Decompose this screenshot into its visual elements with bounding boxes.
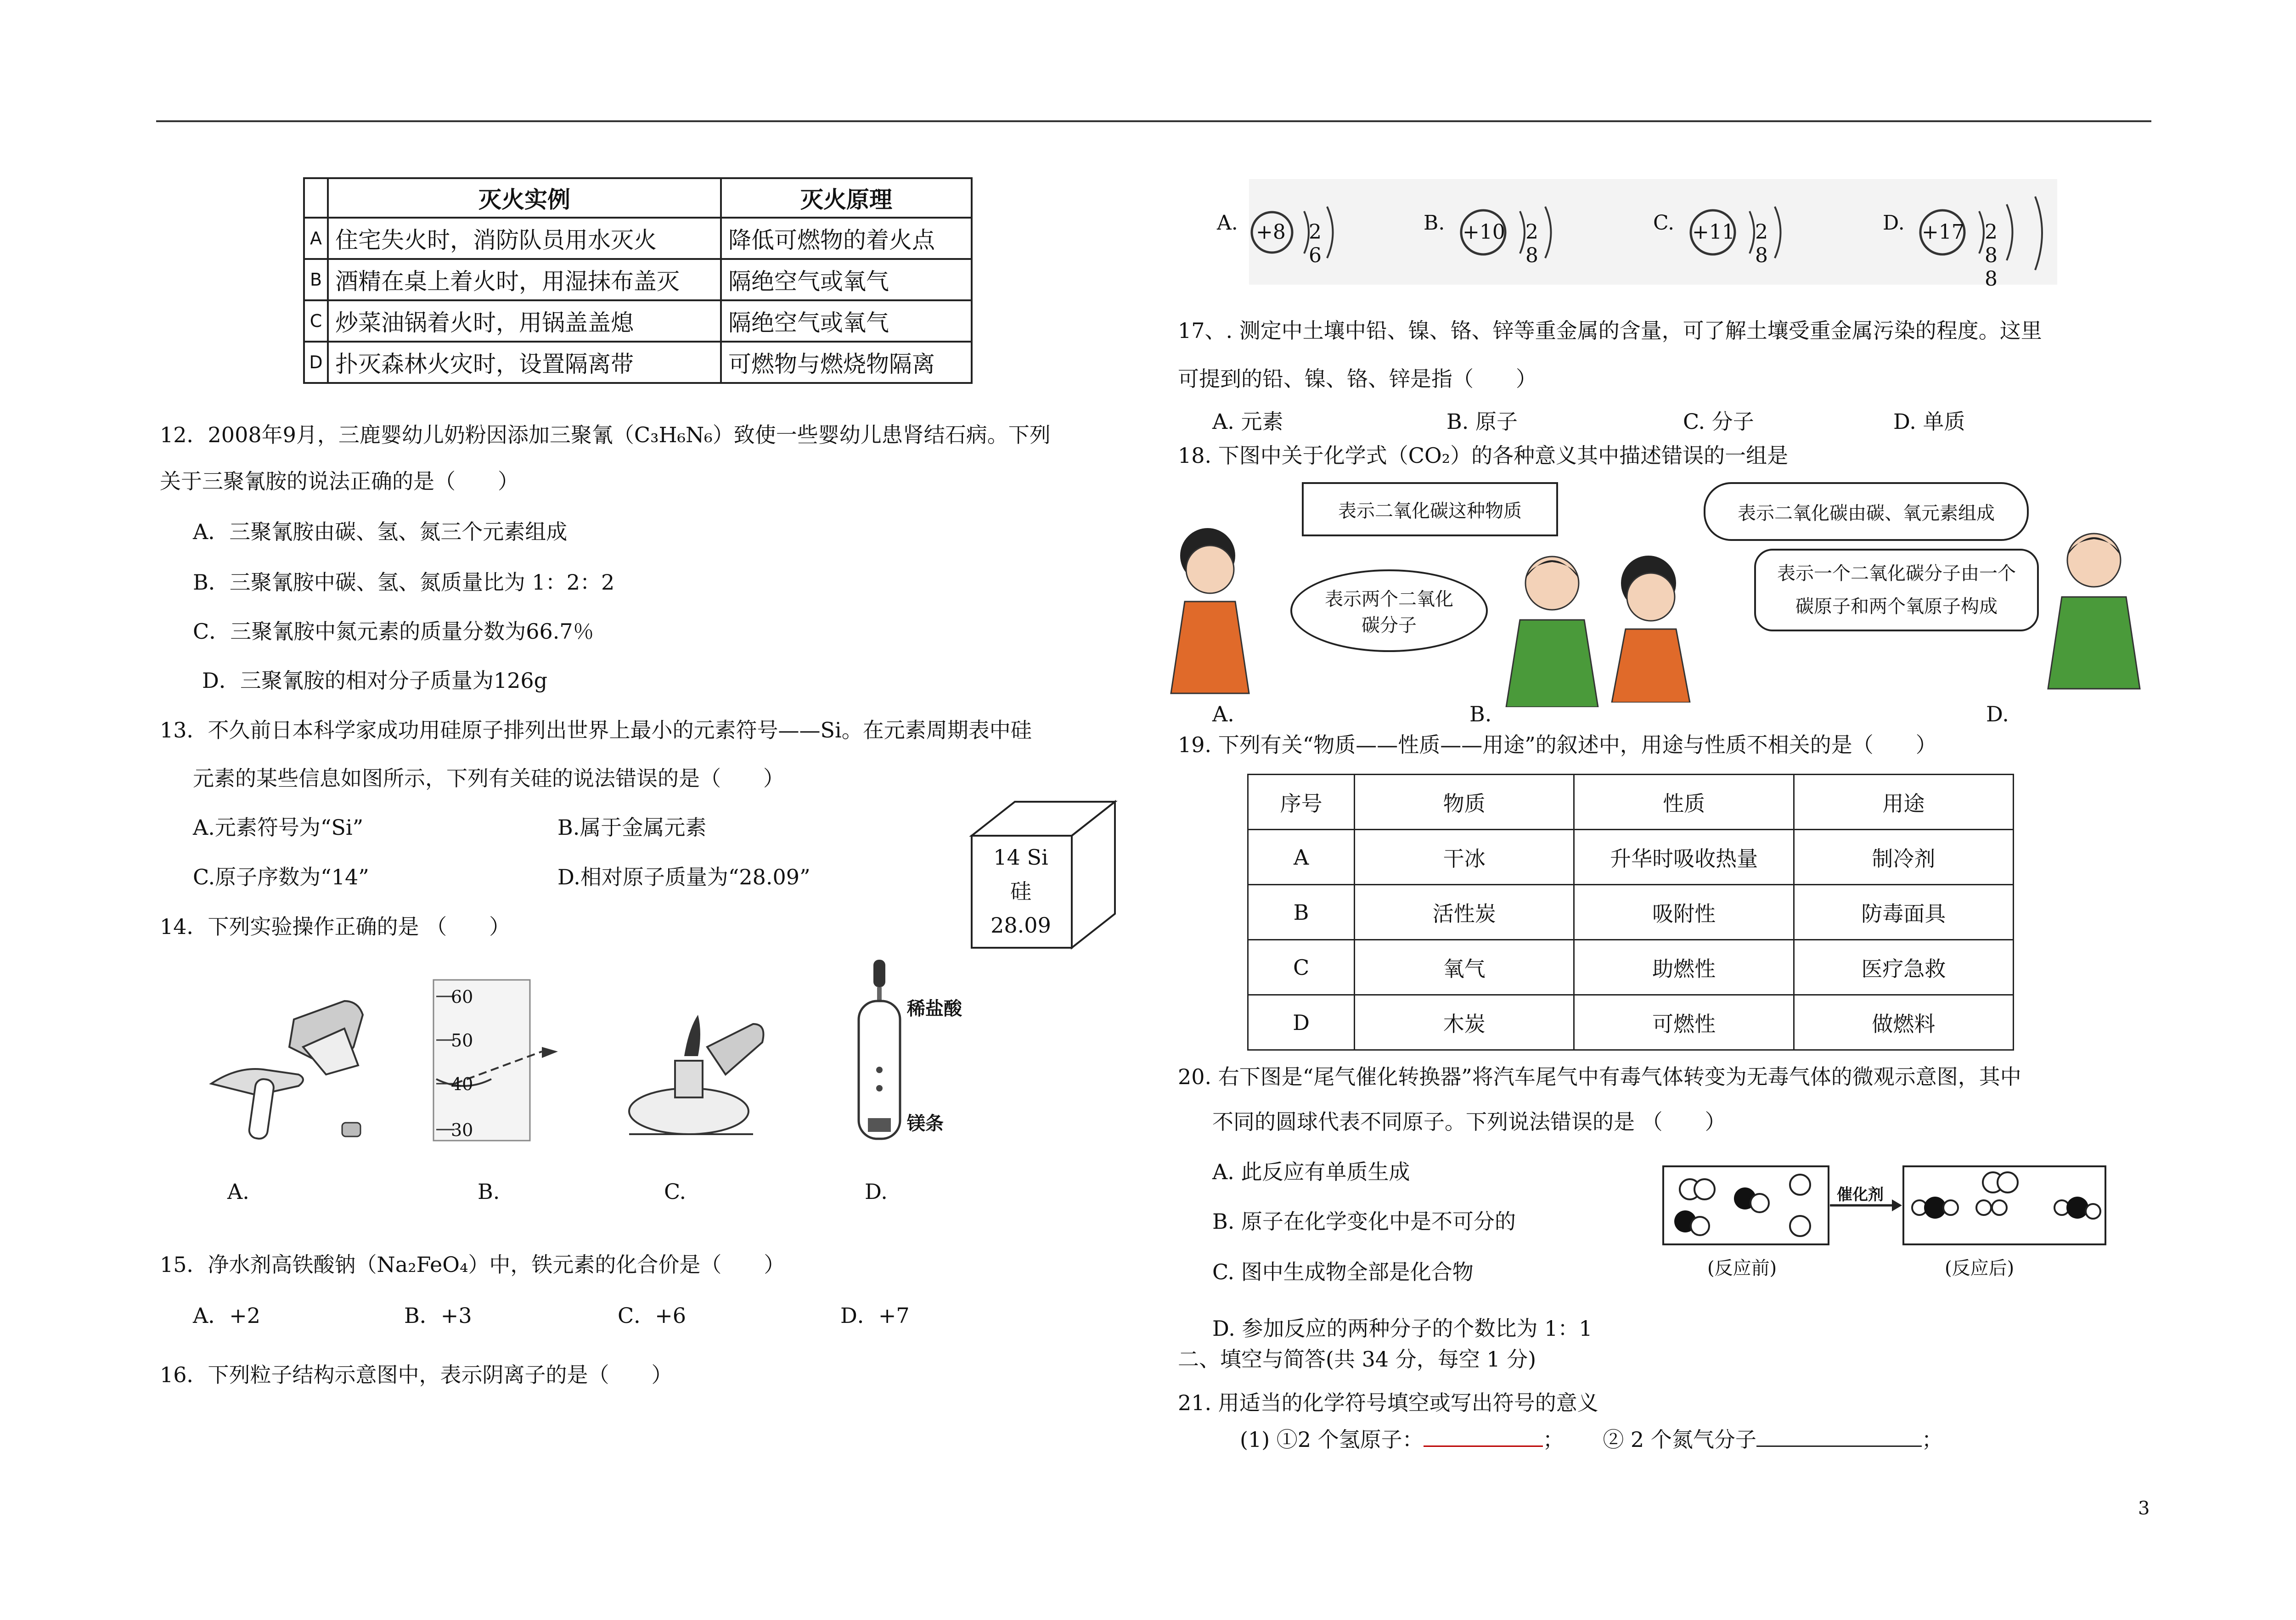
table-row: A 住宅失火时，消防队员用水灭火 降低可燃物的着火点 xyxy=(304,218,972,259)
header-rule xyxy=(156,120,2151,122)
q15-option-d: D．+7 xyxy=(840,1303,910,1328)
q12-line2: 关于三聚氰胺的说法正确的是（ ） xyxy=(160,469,519,494)
girl-figure-left xyxy=(1157,519,1258,703)
silicon-mass: 28.09 xyxy=(990,913,1051,938)
q12-option-c: C．三聚氰胺中氮元素的质量分数为66.7％ xyxy=(193,619,594,644)
q13-option-a: A.元素符号为“Si” xyxy=(193,815,364,840)
test-tube-image xyxy=(850,960,914,1143)
q13-option-d: D.相对原子质量为“28.09” xyxy=(557,865,810,889)
table-row: C 炒菜油锅着火时，用锅盖盖熄 隔绝空气或氧气 xyxy=(304,300,972,342)
bubble-b: 表示两个二氧化碳分子 xyxy=(1290,569,1488,652)
q17-option-d: D. 单质 xyxy=(1893,409,1965,434)
q13-line1: 13．不久前日本科学家成功用硅原子排列出世界上最小的元素符号——Si。在元素周期表中硅 xyxy=(160,718,1032,742)
q20-option-d: D. 参加反应的两种分子的个数比为 1：1 xyxy=(1212,1316,1593,1341)
answer-blank-1[interactable] xyxy=(1424,1446,1543,1447)
boy-figure-left xyxy=(1502,551,1603,707)
q20-line1: 20. 右下图是“尾气催化转换器”将汽车尾气中有毒气体转变为无毒气体的微观示意图，其中 xyxy=(1178,1064,2021,1089)
q15-option-b: B．+3 xyxy=(404,1303,472,1328)
q19-line: 19. 下列有关“物质——性质——用途”的叙述中，用途与性质不相关的是（ ） xyxy=(1178,732,1937,757)
q15-line: 15．净水剂高铁酸钠（Na₂FeO₄）中，铁元素的化合价是（ ） xyxy=(160,1252,785,1277)
acid-label: 稀盐酸 xyxy=(907,998,962,1019)
cyl-tick-40: 40 xyxy=(451,1074,473,1094)
q18-line: 18. 下图中关于化学式（CO₂）的各种意义其中描述错误的一组是 xyxy=(1178,443,1789,468)
bubble-d: 表示一个二氧化碳分子由一个碳原子和两个氧原子构成 xyxy=(1754,549,2039,631)
q12-option-a: A．三聚氰胺由碳、氢、氮三个元素组成 xyxy=(193,519,568,544)
q17-line2: 可提到的铅、镍、铬、锌是指（ ） xyxy=(1178,366,1537,391)
q21-line: 21. 用适当的化学符号填空或写出符号的意义 xyxy=(1178,1390,1598,1415)
property-use-table: 序号 物质 性质 用途 A 干冰 升华时吸收热量 制冷剂 B 活性炭 吸附性 防毒面具 C 氧气 助燃性 医疗急救 D 木炭 可燃性 做燃料 xyxy=(1247,774,2014,1051)
table-row: D 扑灭森林火灾时，设置隔离带 可燃物与燃烧物隔离 xyxy=(304,342,972,383)
table-row: B 酒精在桌上着火时，用湿抹布盖灭 隔绝空气或氧气 xyxy=(304,259,972,300)
bubble-c: 表示二氧化碳由碳、氧元素组成 xyxy=(1704,482,2029,541)
q14-label-c: C. xyxy=(664,1179,687,1204)
q18-label-a: A. xyxy=(1212,702,1234,726)
q14-label-a: A. xyxy=(227,1179,249,1204)
q20-line2: 不同的圆球代表不同原子。下列说法错误的是 （ ） xyxy=(1212,1109,1726,1134)
q16-line: 16．下列粒子结构示意图中，表示阴离子的是（ ） xyxy=(160,1362,673,1387)
q15-option-a: A．+2 xyxy=(193,1303,261,1328)
catalyst-label: 催化剂 xyxy=(1837,1186,1884,1204)
q15-option-c: C．+6 xyxy=(618,1303,687,1328)
answer-blank-2[interactable] xyxy=(1756,1446,1922,1447)
q12-option-d: D．三聚氰胺的相对分子质量为126g xyxy=(202,668,548,693)
q20-option-c: C. 图中生成物全部是化合物 xyxy=(1212,1260,1474,1284)
after-label: (反应后) xyxy=(1945,1258,2015,1279)
section-2-heading: 二、填空与简答(共 34 分，每空 1 分) xyxy=(1178,1347,1536,1372)
q17-line1: 17、. 测定中土壤中铅、镍、铬、锌等重金属的含量，可了解土壤受重金属污染的程度。这里 xyxy=(1178,318,2042,343)
q18-label-b: B. xyxy=(1469,702,1492,726)
q13-line2: 元素的某些信息如图所示，下列有关硅的说法错误的是（ ） xyxy=(193,766,784,791)
table-row: D 木炭 可燃性 做燃料 xyxy=(1248,995,2014,1050)
q20-option-a: A. 此反应有单质生成 xyxy=(1212,1159,1410,1184)
fire-header-example: 灭火实例 xyxy=(328,178,721,218)
table-row: C 氧气 助燃性 医疗急救 xyxy=(1248,940,2014,995)
q20-option-b: B. 原子在化学变化中是不可分的 xyxy=(1212,1209,1516,1234)
q17-option-b: B. 原子 xyxy=(1446,409,1518,434)
pouring-liquid-image xyxy=(202,992,377,1143)
q14-label-b: B. xyxy=(478,1179,500,1204)
alcohol-lamp-image xyxy=(620,987,771,1143)
silicon-symbol: 14 Si xyxy=(993,845,1048,870)
q17-option-c: C. 分子 xyxy=(1683,409,1754,434)
q13-option-c: C.原子序数为“14” xyxy=(193,865,369,889)
table-row: B 活性炭 吸附性 防毒面具 xyxy=(1248,885,2014,940)
bubble-a: 表示二氧化碳这种物质 xyxy=(1302,482,1558,536)
fire-table xyxy=(303,177,973,384)
cyl-tick-50: 50 xyxy=(451,1030,473,1051)
before-label: (反应前) xyxy=(1707,1258,1777,1279)
silicon-cube-text xyxy=(973,840,1069,942)
q14-line: 14．下列实验操作正确的是 （ ） xyxy=(160,914,511,939)
cyl-tick-30: 30 xyxy=(451,1120,473,1140)
fire-header-principle: 灭火原理 xyxy=(721,178,972,218)
graduated-cylinder-image xyxy=(427,978,579,1148)
q14-label-d: D. xyxy=(865,1179,888,1204)
q12-option-b: B．三聚氰胺中碳、氢、氮质量比为 1：2：2 xyxy=(193,570,615,595)
table-row: A 干冰 升华时吸收热量 制冷剂 xyxy=(1248,830,2014,885)
q17-option-a: A. 元素 xyxy=(1212,409,1283,434)
boy-figure-right xyxy=(2043,528,2154,693)
page-number: 3 xyxy=(2138,1498,2150,1519)
q13-option-b: B.属于金属元素 xyxy=(557,815,707,840)
silicon-name: 硅 xyxy=(1010,879,1031,904)
reaction-diagram xyxy=(1662,1157,2122,1249)
q12-line1: 12．2008年9月，三鹿婴幼儿奶粉因添加三聚氰（C₃H₆N₆）致使一些婴幼儿患肾结石病。下列 xyxy=(160,422,1051,447)
magnesium-label: 镁条 xyxy=(907,1113,944,1134)
q18-label-d: D. xyxy=(1986,702,2009,726)
cyl-tick-60: 60 xyxy=(451,987,473,1007)
girl-figure-right xyxy=(1598,546,1699,703)
q21-sub1: (1) ①2 个氢原子： ； ② 2 个氮气分子 ； xyxy=(1240,1427,1943,1452)
